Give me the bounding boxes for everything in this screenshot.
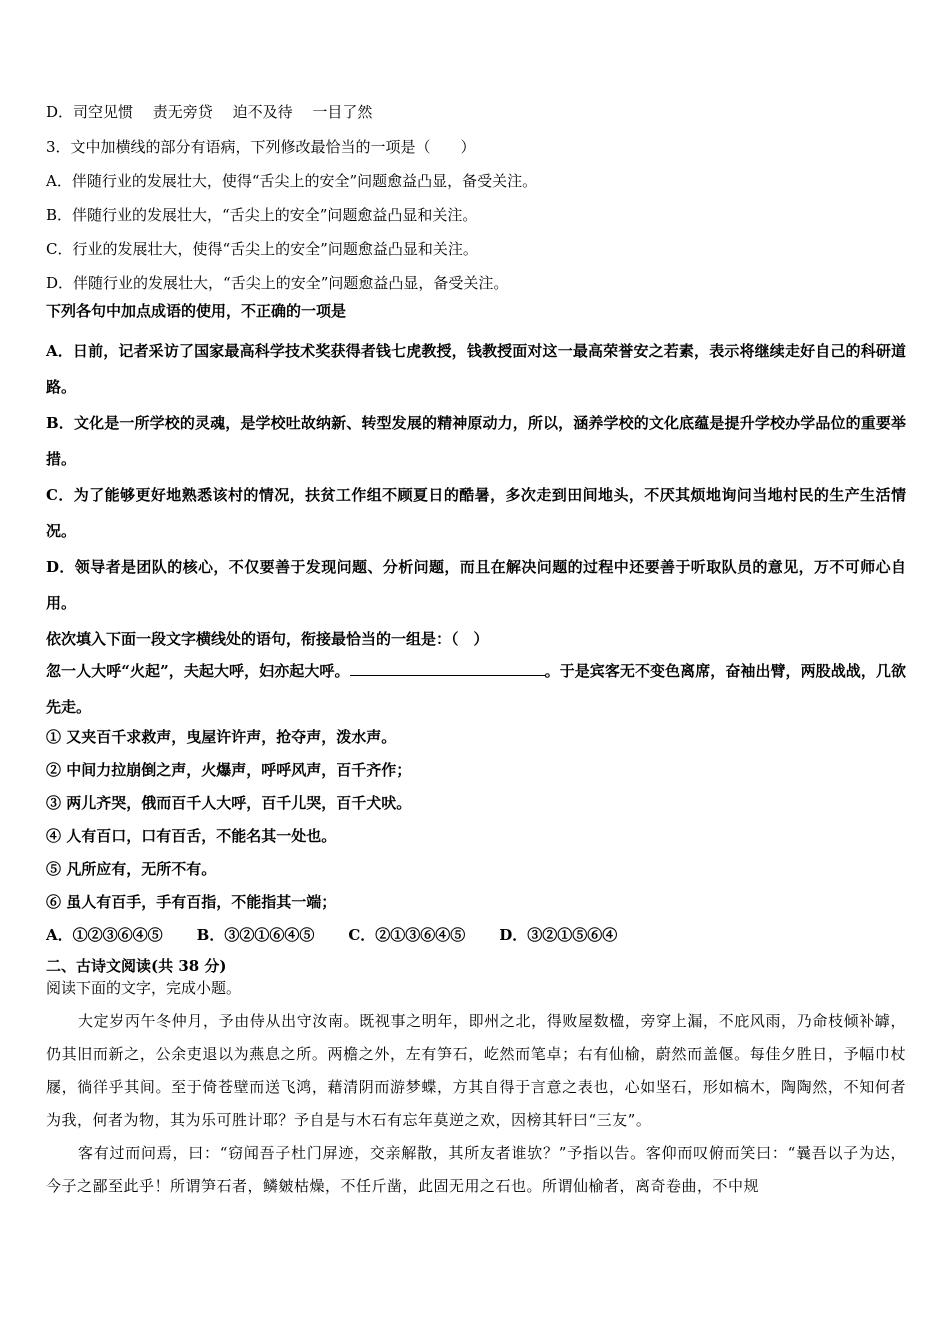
q5-choice-c: C．②①③⑥④⑤: [348, 926, 466, 944]
q3-option-c: C．行业的发展壮大，使得“舌尖上的安全”问题愈益凸显和关注。: [46, 240, 478, 258]
q4-option-d: D．领导者是团队的核心，不仅要善于发现问题、分析问题，而且在解决问题的过程中还要善于听取队员的意见，万不可师心自用。: [46, 558, 906, 612]
q5-item-2: ② 中间力拉崩倒之声，火爆声，呼呼风声，百千齐作；: [46, 761, 412, 779]
q4-option-c: C．为了能够更好地熟悉该村的情况，扶贫工作组不顾夏日的酷暑，多次走到田间地头，不厌其烦地询问当地村民的生产生活情况。: [46, 486, 906, 540]
question-5: [46, 629, 906, 955]
q5-choice-d: D．③②①⑤⑥④: [499, 926, 618, 944]
q5-item-4: ④ 人有百口，口有百舌，不能名其一处也。: [46, 827, 337, 845]
q2-option-d: D．司空见惯 责无旁贷 迫不及待 一目了然: [46, 103, 373, 121]
q4-stem: 下列各句中加点成语的使用，不正确的一项是: [46, 302, 347, 320]
classic-paragraph-2: 客有过而问焉，曰：“窃闻吾子杜门屏迹，交亲解散，其所友者谁欤？”予指以告。客仰而叹俯而笑曰：“曩吾以子为达，今子之鄙至此乎！所谓笋石者，鳞皴枯燥，不任斤凿，此固无用之石也。所谓仙榆者，离奇卷曲，不中规: [46, 1144, 906, 1195]
q3-option-d: D．伴随行业的发展壮大，“舌尖上的安全”问题愈益凸显，备受关注。: [46, 274, 509, 292]
q5-passage-before: 忽一人大呼“火起”，夫起大呼，妇亦起大呼。: [46, 662, 350, 680]
q5-blank: [350, 661, 545, 676]
q5-choice-a: A．①②③⑥④⑤: [46, 926, 163, 944]
section-2: [46, 955, 906, 1203]
q5-item-5: ⑤ 凡所应有，无所不有。: [46, 860, 217, 878]
question-3: [46, 137, 906, 299]
document-page: [46, 96, 906, 1203]
q5-passage: [46, 653, 906, 725]
q3-option-b: B．伴随行业的发展壮大，“舌尖上的安全”问题愈益凸显和关注。: [46, 206, 478, 224]
q5-stem: 依次填入下面一段文字横线处的语句，衔接最恰当的一组是：（ ）: [46, 630, 489, 648]
q4-option-a: A．日前，记者采访了国家最高科学技术奖获得者钱七虎教授，钱教授面对这一最高荣誉安之若素，表示将继续走好自己的科研道路。: [46, 342, 906, 396]
q5-item-6: ⑥ 虽人有百手，手有百指，不能指其一端；: [46, 893, 337, 911]
section-2-instruction: 阅读下面的文字，完成小题。: [46, 979, 242, 997]
q3-option-a: A．伴随行业的发展壮大，使得“舌尖上的安全”问题愈益凸显，备受关注。: [46, 172, 538, 190]
q5-choices: [46, 925, 906, 955]
q5-items: [46, 727, 906, 925]
q5-choice-b: B．③②①⑥④⑤: [196, 926, 315, 944]
q5-item-1: ① 又夹百千求救声，曳屋许许声，抢夺声，泼水声。: [46, 728, 397, 746]
q5-item-3: ③ 两儿齐哭，俄而百千人大呼，百千儿哭，百千犬吠。: [46, 794, 412, 812]
q5-passage-after: 。于是宾客无不变色离席，奋袖出臂，两股战战，几欲先走。: [46, 662, 906, 716]
classic-paragraph-1: 大定岁丙午冬仲月，予由侍从出守汝南。既视事之明年，即州之北，得败屋数楹，旁穿上漏，不庇风雨，乃命枝倾补罅，仍其旧而新之，公余吏退以为燕息之所。两檐之外，左有笋石，屹然而笔卓；右有仙榆，蔚然而盖偃。每佳夕胜日，予幅巾杖屦，徜徉乎其间。至于倚苍壁而送飞鸿，藉清阴而游梦蝶，方其自得于言意之表也，心如坚石，形如槁木，陶陶然，不知何者为我，何者为物，其为乐可胜计耶？予自是与木石有忘年莫逆之欢，因榜其轩曰“三友”。: [46, 1012, 906, 1129]
section-2-heading: 二、古诗文阅读(共 38 分): [46, 957, 227, 975]
q4-option-b: B．文化是一所学校的灵魂，是学校吐故纳新、转型发展的精神原动力，所以，涵养学校的文化底蕴是提升学校办学品位的重要举措。: [46, 414, 906, 468]
question-4: [46, 301, 906, 621]
q3-stem: 3．文中加横线的部分有语病，下列修改最恰当的一项是（ ）: [46, 138, 476, 156]
